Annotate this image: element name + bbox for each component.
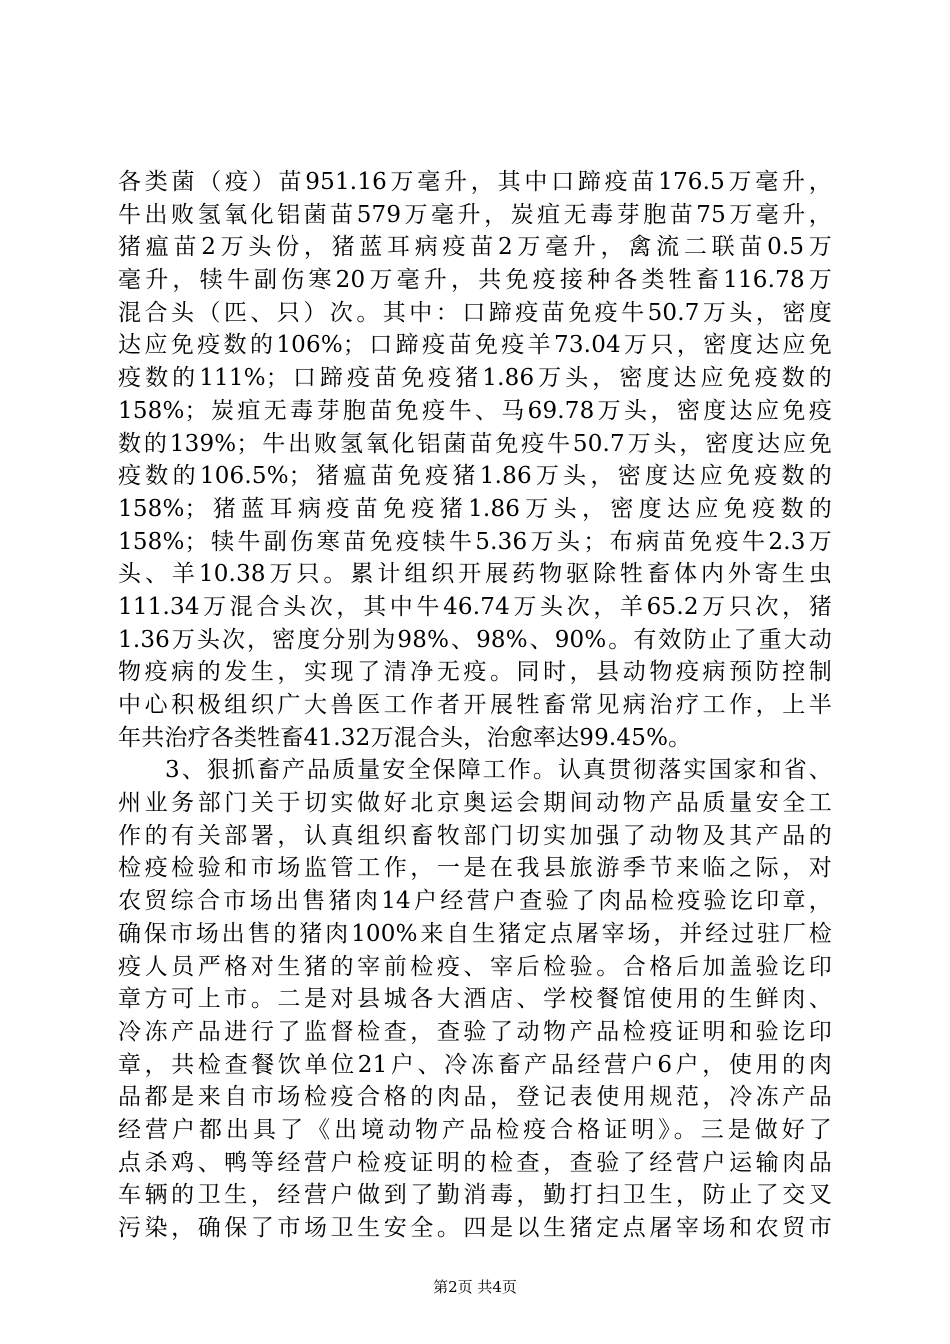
text-line-paragraph-start: 3、狠抓畜产品质量安全保障工作。认真贯彻落实国家和省、 xyxy=(165,757,832,784)
text-line: 158%；炭疽无毒芽胞苗免疫牛、马69.78万头，密度达应免疫 xyxy=(118,397,832,424)
text-line: 章，共检查餐饮单位21户、冷冻畜产品经营户6户，使用的肉 xyxy=(118,1051,832,1078)
text-line: 章方可上市。二是对县城各大酒店、学校餐馆使用的生鲜肉、 xyxy=(118,986,832,1013)
text-line: 检疫检验和市场监管工作，一是在我县旅游季节来临之际，对 xyxy=(118,855,832,882)
text-line: 品都是来自市场检疫合格的肉品，登记表使用规范，冷冻产品 xyxy=(118,1084,832,1111)
text-line-paragraph-end: 年共治疗各类牲畜41.32万混合头，治愈率达99.45%。 xyxy=(118,724,692,751)
page-number-footer: 第2页 共4页 xyxy=(433,1278,517,1296)
text-line: 点杀鸡、鸭等经营户检疫证明的检查，查验了经营户运输肉品 xyxy=(118,1149,832,1176)
text-line: 作的有关部署，认真组织畜牧部门切实加强了动物及其产品的 xyxy=(118,822,832,849)
text-line: 疫人员严格对生猪的宰前检疫、宰后检验。合格后加盖验讫印 xyxy=(118,953,832,980)
text-line: 农贸综合市场出售猪肉14户经营户查验了肉品检疫验讫印章， xyxy=(118,888,832,915)
body-text xyxy=(118,166,832,1245)
text-line: 各类菌（疫）苗951.16万毫升，其中口蹄疫苗176.5万毫升， xyxy=(118,169,832,195)
text-line: 1.36万头次，密度分别为98%、98%、90%。有效防止了重大动 xyxy=(118,626,832,653)
text-line: 中心积极组织广大兽医工作者开展牲畜常见病治疗工作，上半 xyxy=(118,692,832,718)
text-line: 毫升，犊牛副伤寒20万毫升，共免疫接种各类牲畜116.78万 xyxy=(118,267,832,294)
text-line: 158%；猪蓝耳病疫苗免疫猪1.86万头，密度达应免疫数的 xyxy=(118,495,832,522)
text-line: 数的139%；牛出败氢氧化铝菌苗免疫牛50.7万头，密度达应免 xyxy=(118,430,832,457)
text-line: 疫数的111%；口蹄疫苗免疫猪1.86万头，密度达应免疫数的 xyxy=(118,365,832,392)
text-line: 头、羊10.38万只。累计组织开展药物驱除牲畜体内外寄生虫 xyxy=(118,561,832,588)
text-line: 牛出败氢氧化铝菌苗579万毫升，炭疽无毒芽胞苗75万毫升， xyxy=(118,201,832,228)
text-line: 混合头（匹、只）次。其中：口蹄疫苗免疫牛50.7万头，密度 xyxy=(118,299,832,326)
text-line: 疫数的106.5%；猪瘟苗免疫猪1.86万头，密度达应免疫数的 xyxy=(118,463,832,490)
text-line: 经营户都出具了《出境动物产品检疫合格证明》。三是做好了 xyxy=(118,1116,832,1143)
text-line: 111.34万混合头次，其中牛46.74万头次，羊65.2万只次，猪 xyxy=(118,593,832,620)
text-line: 州业务部门关于切实做好北京奥运会期间动物产品质量安全工 xyxy=(118,790,832,817)
text-line: 猪瘟苗2万头份，猪蓝耳病疫苗2万毫升，禽流二联苗0.5万 xyxy=(118,234,832,261)
text-line: 达应免疫数的106%；口蹄疫苗免疫羊73.04万只，密度达应免 xyxy=(118,332,832,359)
text-line: 158%；犊牛副伤寒苗免疫犊牛5.36万头；布病苗免疫牛2.3万 xyxy=(118,528,832,555)
text-line: 污染，确保了市场卫生安全。四是以生猪定点屠宰场和农贸市 xyxy=(118,1215,832,1241)
text-line: 车辆的卫生，经营户做到了勤消毒，勤打扫卫生，防止了交叉 xyxy=(118,1182,832,1209)
text-line: 物疫病的发生，实现了清净无疫。同时，县动物疫病预防控制 xyxy=(118,659,832,686)
text-line: 冷冻产品进行了监督检查，查验了动物产品检疫证明和验讫印 xyxy=(118,1018,832,1045)
text-line: 确保市场出售的猪肉100%来自生猪定点屠宰场，并经过驻厂检 xyxy=(118,920,832,947)
